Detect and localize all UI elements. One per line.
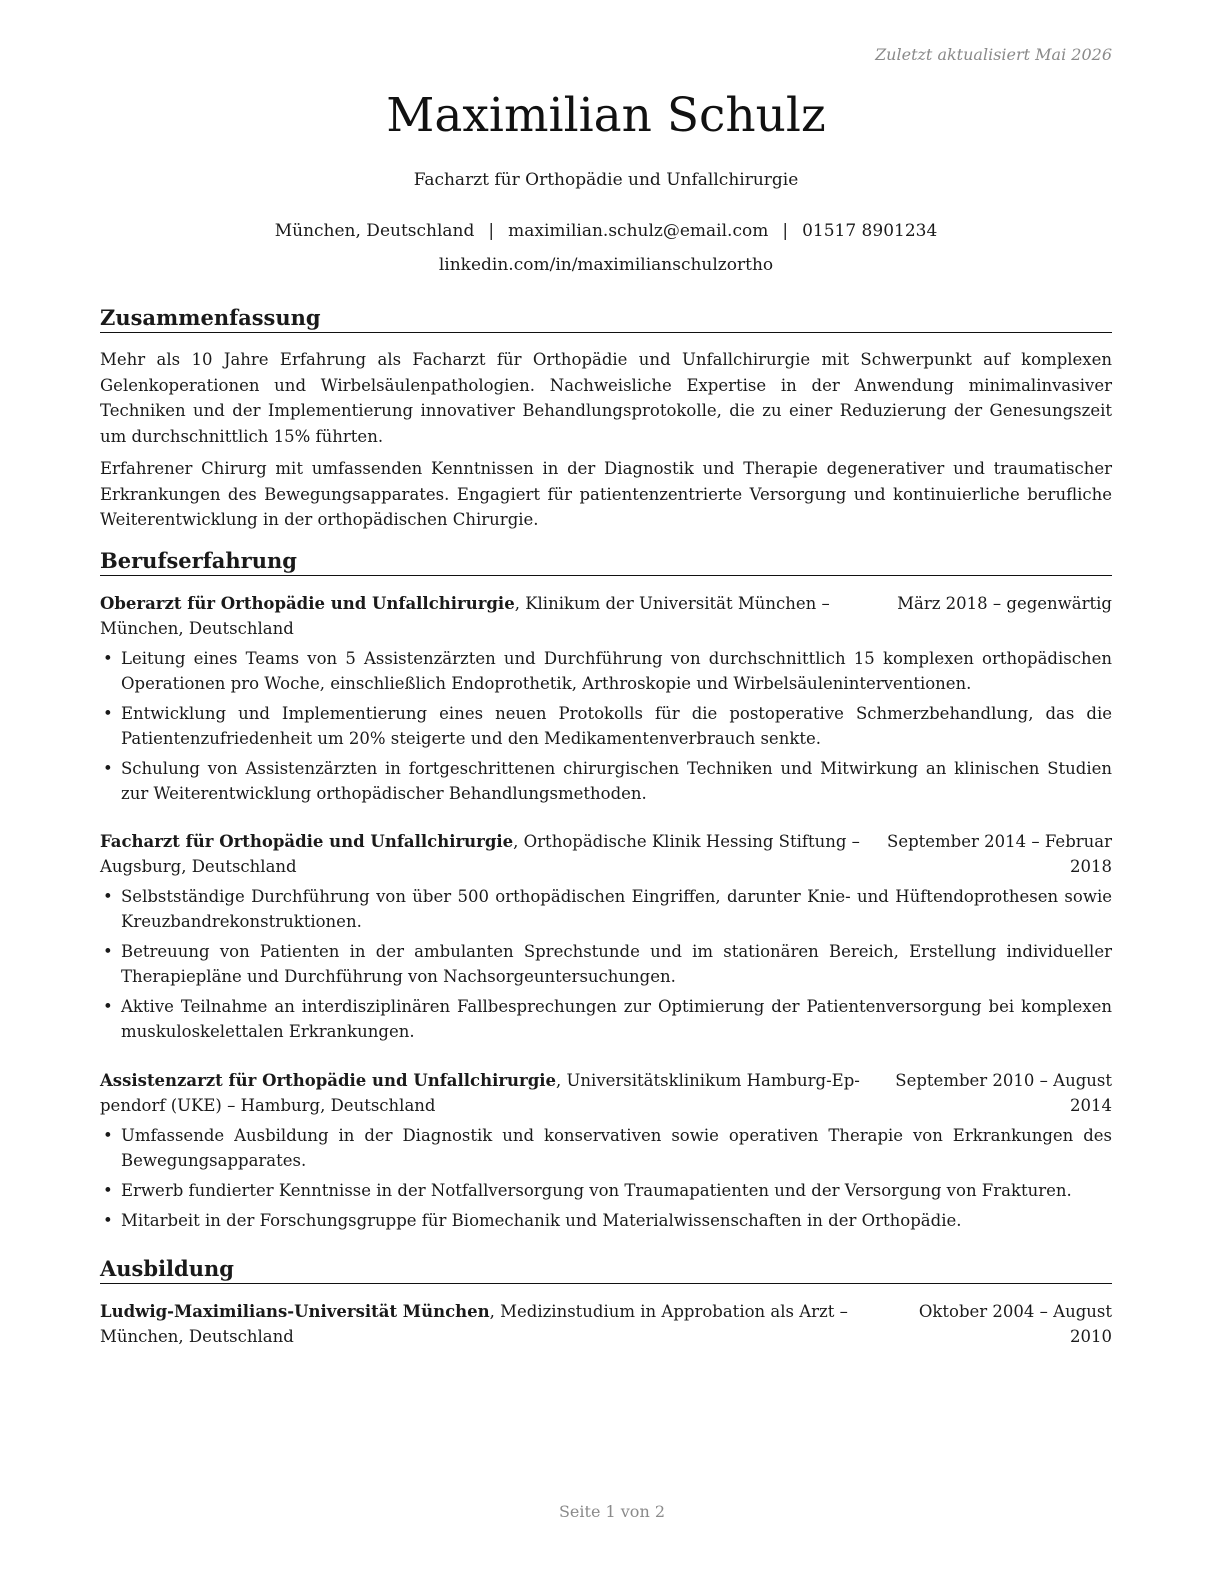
linkedin-link[interactable]: linkedin.com/in/maximilianschulzortho [438,255,774,275]
separator: | [782,221,789,241]
section-title-experience: Berufserfahrung [100,548,1112,576]
education-location: München, Deutschland [100,1327,294,1346]
job-location: München, Deutschland [100,619,294,638]
list-item: • Mitarbeit in der Forschungsgruppe für Biomechanik und Materialwissenschaften in der Orthopädie. [100,1208,1112,1233]
list-item: • Entwicklung und Implementierung eines neuen Protokolls für die postoperative Schmerzbehandlung, das die Patientenzufriedenheit um 20% steigerte und den Medikamentenverbrauch senkte. [100,701,1112,751]
job-header [100,591,1112,641]
job-bullet-list [100,1123,1112,1238]
bullet-icon: • [103,1126,113,1145]
job-dates: März 2018 – gegenwärtig [897,594,1112,613]
school-name: Ludwig-Maximilians-Universität München [100,1302,490,1321]
list-item: • Leitung eines Teams von 5 Assistenzärzten und Durchführung von durchschnittlich 15 komplexen orthopädischen Operationen pro Woche, einschließlich Endoprothetik, Arthroskopie und Wirbelsäuleninterventionen. [100,646,1112,696]
summary-paragraph: Mehr als 10 Jahre Erfahrung als Facharzt für Orthopädie und Unfallchirurgie mit Schwerpunkt auf komplexen Gelenkoperationen und Wirbelsäulenpathologien. Nachweisliche Expertise in der Anwendung minimalinvasiver Techniken und der Implementierung innovativer Behandlungsprotokolle, die zu einer Reduzierung der Genesungszeit um durchschnittlich 15% führten. [100,350,1112,446]
email-link[interactable]: maximilian.schulz@email.com [508,221,769,241]
job-dates-end: 2014 [1070,1096,1112,1115]
last-updated: Zuletzt aktualisiert Mai 2026 [875,45,1112,64]
bullet-icon: • [103,649,113,668]
job-header [100,1068,1112,1118]
job-location: Augsburg, Deutschland [100,857,297,876]
contact-line [100,219,1112,243]
section-title-education: Ausbildung [100,1256,1112,1284]
list-item: • Aktive Teilnahme an interdisziplinären Fallbesprechungen zur Optimierung der Patientenversorgung bei komplexen muskuloskelettalen Erkrankungen. [100,994,1112,1044]
bullet-icon: • [103,942,113,961]
bullet-icon: • [103,1211,113,1230]
bullet-icon: • [103,1181,113,1200]
degree: , Medizinstudium in Approbation als Arzt – [489,1302,848,1321]
separator: | [488,221,495,241]
job-header [100,829,1112,879]
list-item: • Erwerb fundierter Kenntnisse in der Notfallversorgung von Traumapatienten und der Versorgung von Frakturen. [100,1178,1112,1203]
job-dates-end: 2018 [1070,857,1112,876]
bullet-icon: • [103,759,113,778]
list-item: • Selbstständige Durchführung von über 500 orthopädischen Eingriffen, darunter Knie- und Hüftendoprothesen sowie Kreuzbandrekonstruktionen. [100,884,1112,934]
page-number: Seite 1 von 2 [558,1502,666,1521]
job-employer: , Klinikum der Universität München – [514,594,830,613]
job-role: Assistenzarzt für Orthopädie und Unfallchirurgie [100,1071,557,1090]
job-dates: September 2010 – August [895,1071,1112,1090]
job-employer-cont: pendorf (UKE) – Hamburg, Deutschland [100,1096,436,1115]
education-dates-end: 2010 [1070,1327,1112,1346]
summary-paragraph: Erfahrener Chirurg mit umfassenden Kenntnissen in der Diagnostik und Therapie degenerativer und traumatischer Erkrankungen des Bewegungsapparates. Engagiert für patientenzentrierte Versorgung und kontinuierliche berufliche Weiterentwicklung in der orthopädischen Chirurgie. [100,459,1112,529]
list-item: • Schulung von Assistenzärzten in fortgeschrittenen chirurgischen Techniken und Mitwirkung an klinischen Studien zur Weiterentwicklung orthopädischer Behandlungsmethoden. [100,756,1112,806]
job-employer: , Universitätsklinikum Hamburg-Ep- [556,1071,860,1090]
job-dates: September 2014 – Februar [887,832,1112,851]
bullet-icon: • [103,997,113,1016]
bullet-icon: • [103,887,113,906]
education-entry [100,1299,1112,1349]
bullet-icon: • [103,704,113,723]
phone-number: 01517 8901234 [802,221,938,241]
section-title-summary: Zusammenfassung [100,305,1112,333]
job-title: Facharzt für Orthopädie und Unfallchirurgie [413,170,799,190]
job-bullet-list [100,884,1112,1049]
job-role: Oberarzt für Orthopädie und Unfallchirurgie [100,594,515,613]
list-item: • Umfassende Ausbildung in der Diagnostik und konservativen sowie operativen Therapie von Erkrankungen des Bewegungsapparates. [100,1123,1112,1173]
job-bullet-list [100,646,1112,811]
job-role: Facharzt für Orthopädie und Unfallchirurgie [100,832,514,851]
job-employer: , Orthopädische Klinik Hessing Stiftung – [513,832,860,851]
location: München, Deutschland [274,221,475,241]
list-item: • Betreuung von Patienten in der ambulanten Sprechstunde und im stationären Bereich, Erstellung individueller Therapiepläne und Durchführung von Nachsorgeuntersuchungen. [100,939,1112,989]
person-name: Maximilian Schulz [386,88,826,143]
education-dates: Oktober 2004 – August [918,1302,1112,1321]
